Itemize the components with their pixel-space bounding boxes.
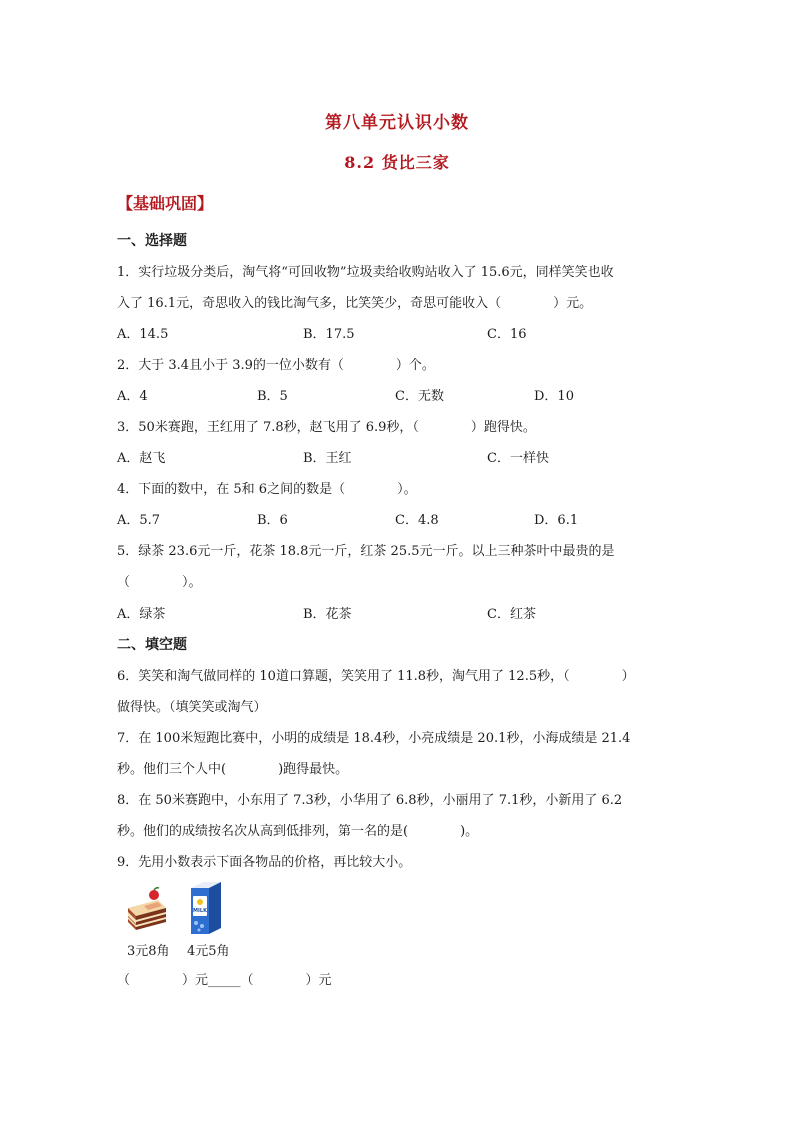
question-6-line-1: 6．笑笑和淘气做同样的 10道口算题，笑笑用了 11.8秒，淘气用了 12.5秒，（ ） <box>117 669 635 684</box>
question-1-option-b: B．17.5 <box>303 327 355 342</box>
question-4-option-d: D．6.1 <box>534 513 579 528</box>
question-9-line-1: 9．先用小数表示下面各物品的价格，再比较大小。 <box>117 855 412 870</box>
question-4-option-a: A．5.7 <box>117 513 161 528</box>
question-1-line-1: 1．实行垃圾分类后，淘气将“可回收物”垃圾卖给收购站收入了 15.6元，同样笑笑也收 <box>117 265 614 280</box>
question-2-line-1: 2．大于 3.4且小于 3.9的一位小数有（ ）个。 <box>117 358 435 373</box>
question-1-option-c: C．16 <box>487 327 527 342</box>
question-2-option-b: B．5 <box>257 389 288 404</box>
question-3-line-1: 3．50米赛跑，王红用了 7.8秒，赵飞用了 6.9秒，（ ）跑得快。 <box>117 420 536 435</box>
question-7-line-1: 7．在 100米短跑比赛中，小明的成绩是 18.4秒，小亮成绩是 20.1秒，小海成绩是 21.4 <box>117 731 631 746</box>
lesson-subtitle: 8.2 货比三家 <box>344 153 450 172</box>
question-4-option-b: B．6 <box>257 513 288 528</box>
question-9-answer-line: （ ）元_____（ ）元 <box>117 973 332 988</box>
cake-price: 3元8角 <box>127 944 170 959</box>
section-choice-heading: 一、选择题 <box>117 233 187 249</box>
question-2-option-c: C．无数 <box>395 389 444 404</box>
question-4-line-1: 4．下面的数中，在 5和 6之间的数是（ ）。 <box>117 482 417 497</box>
question-4-option-c: C．4.8 <box>395 513 439 528</box>
question-8-line-2: 秒。他们的成绩按名次从高到低排列，第一名的是( )。 <box>117 824 479 839</box>
question-5-line-2: （ ）。 <box>117 575 202 590</box>
question-3-option-c: C．一样快 <box>487 451 549 466</box>
question-5-option-b: B．花茶 <box>303 607 352 622</box>
cake-icon <box>124 886 168 934</box>
question-1-option-a: A．14.5 <box>117 327 169 342</box>
question-8-line-1: 8．在 50米赛跑中，小东用了 7.3秒，小华用了 6.8秒，小丽用了 7.1秒，小新用了 6.2 <box>117 793 623 808</box>
question-1-line-2: 入了 16.1元，奇思收入的钱比淘气多，比笑笑少，奇思可能收入（ ）元。 <box>117 296 593 311</box>
question-2-option-d: D．10 <box>534 389 574 404</box>
question-5-option-a: A．绿茶 <box>117 607 166 622</box>
question-5-option-c: C．红茶 <box>487 607 536 622</box>
section-label: 【基础巩固】 <box>117 194 214 213</box>
milk-price: 4元5角 <box>187 944 230 959</box>
milk-carton-icon <box>187 878 225 936</box>
page-title: 第八单元认识小数 <box>325 113 469 133</box>
question-3-option-a: A．赵飞 <box>117 451 166 466</box>
milk-label: MILK <box>193 908 207 914</box>
question-2-option-a: A．4 <box>117 389 148 404</box>
question-7-line-2: 秒。他们三个人中( )跑得最快。 <box>117 762 349 777</box>
question-6-line-2: 做得快。（填笑笑或淘气） <box>117 700 267 715</box>
section-fill-heading: 二、填空题 <box>117 637 187 653</box>
question-3-option-b: B．王红 <box>303 451 352 466</box>
question-5-line-1: 5．绿茶 23.6元一斤，花茶 18.8元一斤，红茶 25.5元一斤。以上三种茶叶中最贵的是 <box>117 544 615 559</box>
